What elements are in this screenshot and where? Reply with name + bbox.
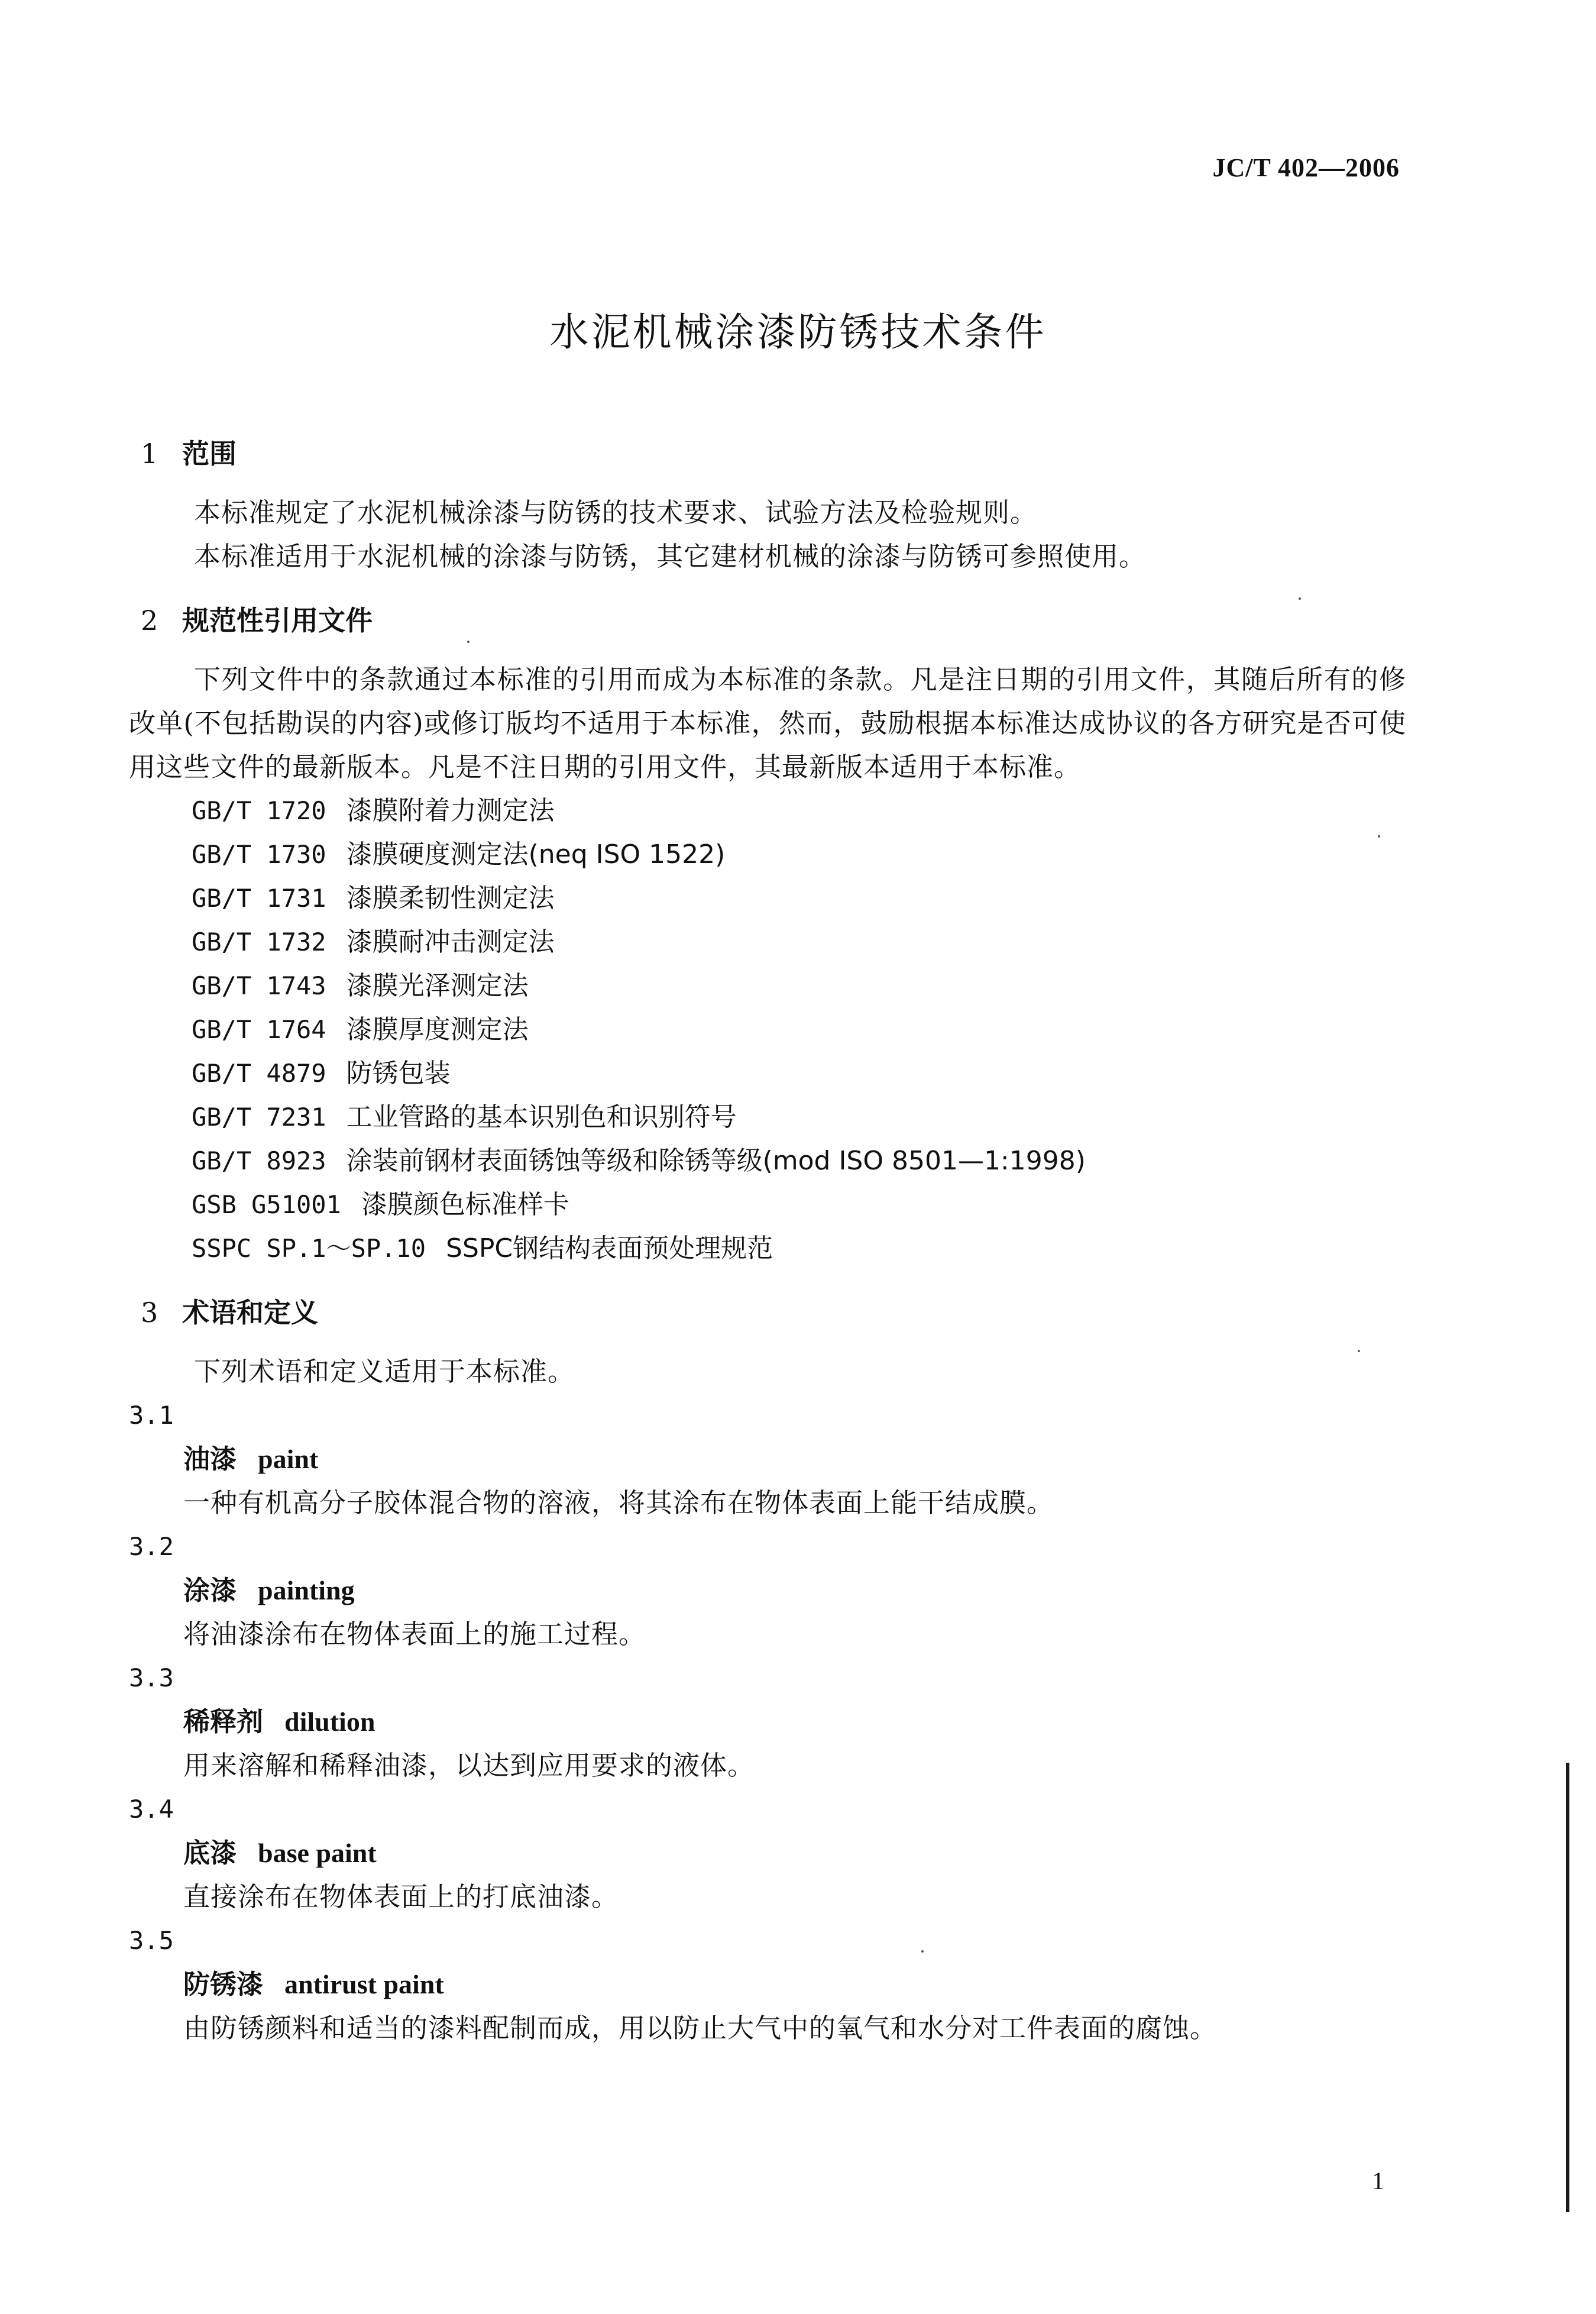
term-definition: 将油漆涂布在物体表面上的施工过程。 [183,1618,646,1650]
reference-code: GB/T 1732 [192,927,326,956]
reference-code: GB/T 1764 [192,1015,326,1044]
reference-list [129,789,1406,1271]
reference-code: GB/T 1720 [192,796,326,825]
reference-code: GB/T 4879 [192,1059,326,1088]
scan-edge-line [1566,1763,1569,2212]
document-body [129,432,1406,2050]
reference-name: 漆膜附着力测定法 [346,796,555,826]
scan-speck [921,1950,924,1953]
section-title: 规范性引用文件 [182,605,373,636]
reference-name: 漆膜光泽测定法 [346,971,529,1001]
term-en: paint [258,1444,319,1474]
reference-name: SSPC钢结构表面预处理规范 [446,1233,773,1263]
reference-name: 漆膜耐冲击测定法 [346,927,555,957]
term-heading [129,1569,1406,1612]
term-number: 3.5 [129,1926,174,1955]
list-item [192,1095,1406,1139]
reference-code: GB/T 7231 [192,1103,326,1132]
term-number: 3.1 [129,1401,174,1430]
term-entry [129,1788,1406,1919]
reference-code: GB/T 1731 [192,884,326,913]
reference-name: 漆膜柔韧性测定法 [346,883,555,913]
term-entry [129,1656,1406,1788]
reference-code: GB/T 1730 [192,840,326,869]
reference-name: 漆膜硬度测定法(neq ISO 1522) [346,839,726,870]
list-item [192,1183,1406,1227]
reference-name: 防锈包装 [346,1058,451,1088]
reference-code: GB/T 8923 [192,1146,326,1175]
section-number: 1 [141,438,158,470]
scan-speck [1299,597,1301,600]
term-zh: 涂漆 [183,1575,237,1606]
term-definition: 一种有机高分子胶体混合物的溶液，将其涂布在物体表面上能干结成膜。 [183,1487,1054,1518]
term-definition: 用来溶解和稀释油漆，以达到应用要求的液体。 [183,1750,755,1781]
term-zh: 油漆 [183,1443,237,1475]
reference-name: 涂装前钢材表面锈蚀等级和除锈等级(mod ISO 8501—1:1998) [346,1146,1086,1176]
list-item [192,1008,1406,1052]
term-definition: 由防锈颜料和适当的漆料配制而成，用以防止大气中的氧气和水分对工件表面的腐蚀。 [183,2012,1218,2044]
list-item [192,964,1406,1008]
references-intro: 下列文件中的条款通过本标准的引用而成为本标准的条款。凡是注日期的引用文件，其随后所有的修改单(不包括勘误的内容)或修订版均不适用于本标准，然而，鼓励根据本标准达成协议的各方研究是否可使用这些文件的最新版本。凡是不注日期的引用文件，其最新版本适用于本标准。 [129,664,1406,783]
term-en: painting [258,1575,355,1605]
reference-name: 漆膜颜色标准样卡 [361,1190,569,1220]
term-zh: 底漆 [183,1837,237,1869]
section-number: 3 [141,1297,158,1329]
page-number: 1 [1372,2168,1384,2195]
section-scope-heading [129,432,1406,476]
scope-paragraph: 本标准适用于水泥机械的涂漆与防锈，其它建材机械的涂漆与防锈可参照使用。 [194,541,1147,572]
term-en: base paint [258,1838,377,1868]
term-number: 3.2 [129,1532,174,1561]
term-en: dilution [284,1707,375,1737]
term-en: antirust paint [284,1969,444,1999]
term-number: 3.4 [129,1795,174,1824]
reference-code: SSPC SP.1～SP.10 [192,1234,426,1263]
term-entry [129,1525,1406,1656]
list-item [192,1052,1406,1095]
term-zh: 稀释剂 [183,1706,264,1737]
document-title: 水泥机械涂漆防锈技术条件 [549,309,1047,355]
standard-code: JC/T 402—2006 [1212,153,1400,182]
list-item [192,789,1406,833]
term-definition: 直接涂布在物体表面上的打底油漆。 [183,1881,619,1912]
section-title: 范围 [182,438,237,470]
reference-name: 工业管路的基本识别色和识别符号 [346,1102,737,1132]
section-number: 2 [141,605,158,636]
section-references-heading [129,599,1406,642]
term-entry [129,1394,1406,1525]
section-title: 术语和定义 [182,1297,318,1329]
list-item [192,833,1406,877]
section-terms-heading [129,1291,1406,1334]
term-heading [129,1437,1406,1481]
reference-name: 漆膜厚度测定法 [346,1014,529,1045]
term-entry [129,1919,1406,2050]
term-heading [129,1700,1406,1744]
list-item [192,1139,1406,1183]
list-item [192,1227,1406,1271]
term-heading [129,1963,1406,2006]
list-item [192,877,1406,920]
reference-code: GB/T 1743 [192,971,326,1000]
scan-speck [1358,1350,1360,1352]
terms-intro: 下列术语和定义适用于本标准。 [194,1356,575,1387]
scope-paragraph: 本标准规定了水泥机械涂漆与防锈的技术要求、试验方法及检验规则。 [194,497,1038,528]
scan-speck [467,641,470,643]
scan-speck [1378,835,1380,838]
term-zh: 防锈漆 [183,1969,264,2000]
list-item [192,920,1406,964]
reference-code: GSB G51001 [192,1190,341,1219]
term-heading [129,1831,1406,1875]
term-number: 3.3 [129,1663,174,1692]
